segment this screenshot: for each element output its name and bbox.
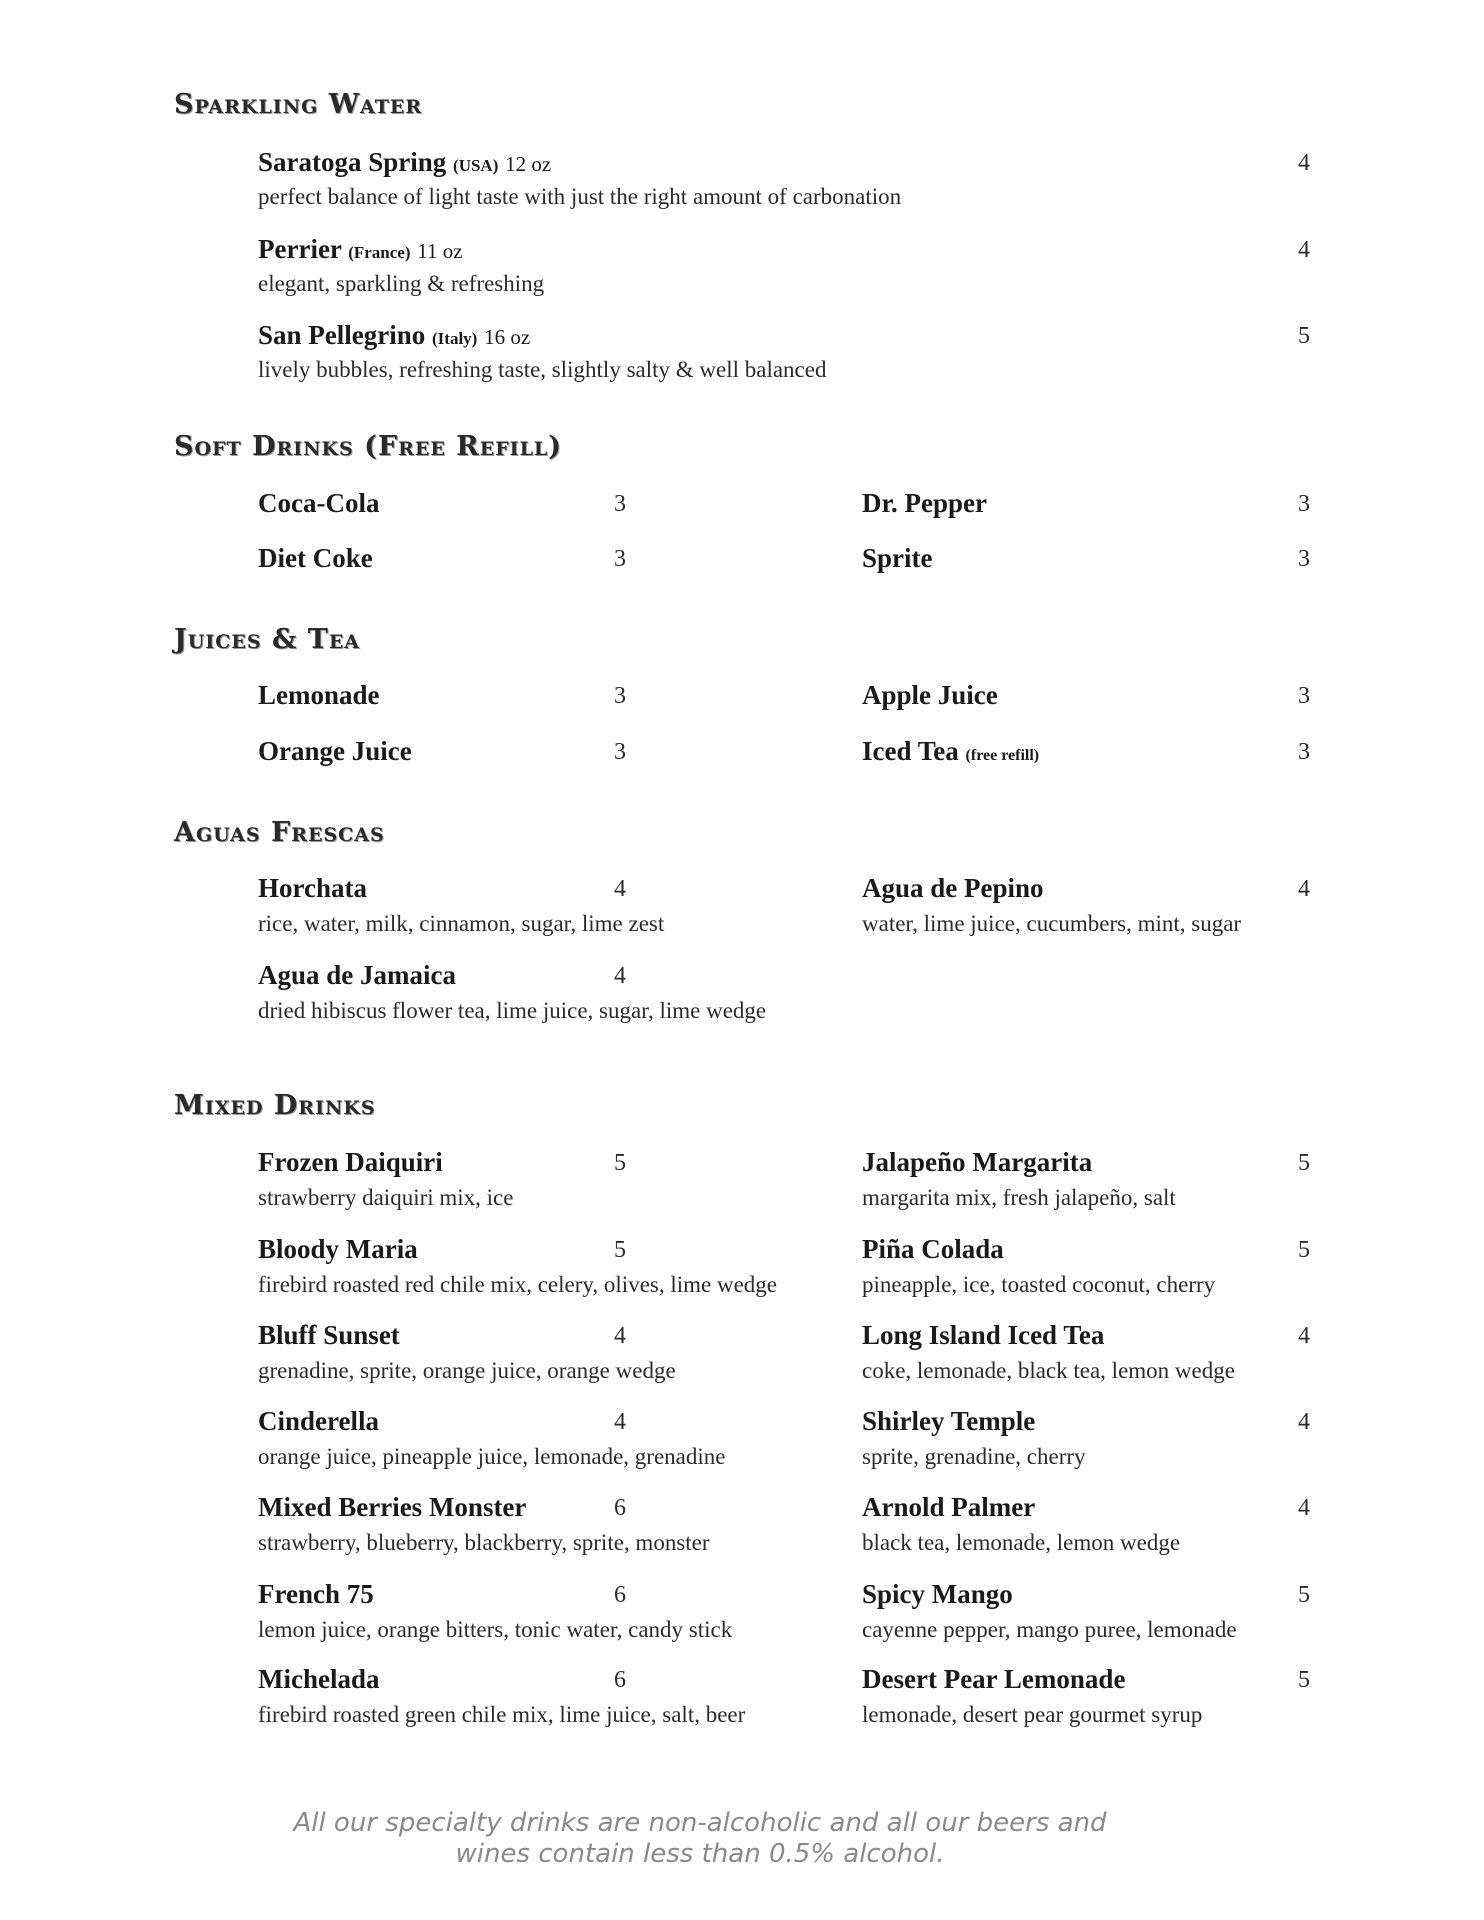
menu-item-price: 3 [1298, 546, 1310, 572]
menu-item-description: firebird roasted green chile mix, lime juice, salt, beer [258, 1702, 746, 1727]
menu-item-name: Iced Tea (free refill) [862, 736, 1040, 766]
menu-item-name: French 75 [258, 1579, 374, 1609]
item-size: 16 oz [484, 325, 531, 349]
menu-item-description: strawberry, blueberry, blackberry, sprite, monster [258, 1530, 710, 1555]
menu-item-price: 3 [614, 683, 626, 709]
menu-item-price: 4 [1298, 1409, 1310, 1435]
menu-item-price: 5 [614, 1237, 626, 1263]
menu-item-price: 4 [614, 876, 626, 902]
menu-item-price: 4 [614, 1323, 626, 1349]
menu-item-description: orange juice, pineapple juice, lemonade, grenadine [258, 1444, 726, 1469]
menu-item-price: 4 [614, 963, 626, 989]
menu-item-description: black tea, lemonade, lemon wedge [862, 1530, 1181, 1555]
item-size: 11 oz [417, 239, 463, 263]
menu-item-name: Bloody Maria [258, 1234, 418, 1264]
menu-item-price: 5 [614, 1150, 626, 1176]
footer-disclaimer [260, 1808, 1140, 1870]
menu-item-price: 3 [1298, 683, 1310, 709]
menu-item-name: Shirley Temple [862, 1406, 1036, 1436]
item-origin: (USA) [453, 156, 499, 175]
menu-item-description: water, lime juice, cucumbers, mint, sugar [862, 911, 1242, 936]
menu-item-description: lively bubbles, refreshing taste, slightly salty & well balanced [258, 357, 827, 382]
menu-item-name: Lemonade [258, 680, 380, 710]
menu-item-description: sprite, grenadine, cherry [862, 1444, 1086, 1469]
menu-item-name: San Pellegrino (Italy) 16 oz [258, 320, 531, 350]
menu-item-price: 6 [614, 1495, 626, 1521]
section-title-soft-drinks: Soft Drinks (Free Refill) [174, 431, 563, 462]
menu-item-price: 3 [614, 491, 626, 517]
menu-item-name: Frozen Daiquiri [258, 1147, 443, 1177]
menu-item-name: Orange Juice [258, 736, 412, 766]
section-title-sparkling-water: Sparkling Water [174, 89, 423, 120]
menu-item-name: Spicy Mango [862, 1579, 1013, 1609]
menu-item-description: coke, lemonade, black tea, lemon wedge [862, 1358, 1235, 1383]
menu-item-name: Apple Juice [862, 680, 998, 710]
item-size: 12 oz [505, 152, 552, 176]
menu-item-name: Horchata [258, 873, 367, 903]
menu-item-description: firebird roasted red chile mix, celery, olives, lime wedge [258, 1272, 778, 1297]
menu-item-price: 6 [614, 1667, 626, 1693]
menu-item-price: 4 [1298, 1323, 1310, 1349]
menu-item-name: Michelada [258, 1664, 380, 1694]
menu-item-description: elegant, sparkling & refreshing [258, 271, 545, 296]
section-title-juices-tea: Juices & Tea [174, 624, 361, 655]
menu-item-name: Dr. Pepper [862, 488, 987, 518]
item-origin: (Italy) [432, 329, 478, 348]
menu-item-name: Saratoga Spring (USA) 12 oz [258, 147, 552, 177]
menu-item-price: 5 [1298, 1667, 1310, 1693]
menu-item-name: Cinderella [258, 1406, 379, 1436]
menu-item-name: Sprite [862, 543, 933, 573]
item-origin: (France) [348, 243, 411, 262]
menu-item-name: Mixed Berries Monster [258, 1492, 527, 1522]
menu-item-price: 5 [1298, 1237, 1310, 1263]
menu-item-price: 6 [614, 1582, 626, 1608]
menu-item-price: 4 [1298, 150, 1310, 176]
menu-item-price: 5 [1298, 1150, 1310, 1176]
menu-item-name: Piña Colada [862, 1234, 1004, 1264]
menu-item-description: rice, water, milk, cinnamon, sugar, lime zest [258, 911, 665, 936]
footer-line-2: wines contain less than 0.5% alcohol. [455, 1839, 945, 1869]
menu-item-description: perfect balance of light taste with just the right amount of carbonation [258, 184, 902, 209]
menu-item-description: lemonade, desert pear gourmet syrup [862, 1702, 1203, 1727]
menu-item-name: Agua de Jamaica [258, 960, 456, 990]
menu-item-name: Diet Coke [258, 543, 373, 573]
menu-item-description: cayenne pepper, mango puree, lemonade [862, 1617, 1237, 1642]
item-note: (free refill) [965, 747, 1040, 764]
section-title-mixed-drinks: Mixed Drinks [174, 1090, 376, 1121]
menu-item-price: 3 [614, 546, 626, 572]
menu-item-name: Long Island Iced Tea [862, 1320, 1105, 1350]
menu-item-name: Bluff Sunset [258, 1320, 400, 1350]
menu-item-description: grenadine, sprite, orange juice, orange wedge [258, 1358, 676, 1383]
menu-item-name: Coca-Cola [258, 488, 380, 518]
menu-item-price: 4 [1298, 876, 1310, 902]
menu-item-name: Perrier (France) 11 oz [258, 234, 463, 264]
menu-item-price: 3 [614, 739, 626, 765]
menu-item-description: margarita mix, fresh jalapeño, salt [862, 1185, 1176, 1210]
menu-item-price: 4 [1298, 1495, 1310, 1521]
menu-item-name: Agua de Pepino [862, 873, 1044, 903]
section-title-aguas-frescas: Aguas Frescas [174, 817, 385, 848]
menu-item-price: 3 [1298, 491, 1310, 517]
menu-item-description: lemon juice, orange bitters, tonic water, candy stick [258, 1617, 733, 1642]
menu-item-price: 5 [1298, 323, 1310, 349]
menu-item-description: strawberry daiquiri mix, ice [258, 1185, 514, 1210]
menu-item-price: 4 [614, 1409, 626, 1435]
menu-item-price: 3 [1298, 739, 1310, 765]
footer-line-1: All our specialty drinks are non-alcoholic and all our beers and [293, 1808, 1107, 1838]
menu-item-name: Desert Pear Lemonade [862, 1664, 1126, 1694]
menu-item-name: Arnold Palmer [862, 1492, 1036, 1522]
menu-item-price: 5 [1298, 1582, 1310, 1608]
menu-item-name: Jalapeño Margarita [862, 1147, 1093, 1177]
menu-item-description: pineapple, ice, toasted coconut, cherry [862, 1272, 1216, 1297]
menu-item-price: 4 [1298, 237, 1310, 263]
menu-item-description: dried hibiscus flower tea, lime juice, sugar, lime wedge [258, 998, 767, 1023]
